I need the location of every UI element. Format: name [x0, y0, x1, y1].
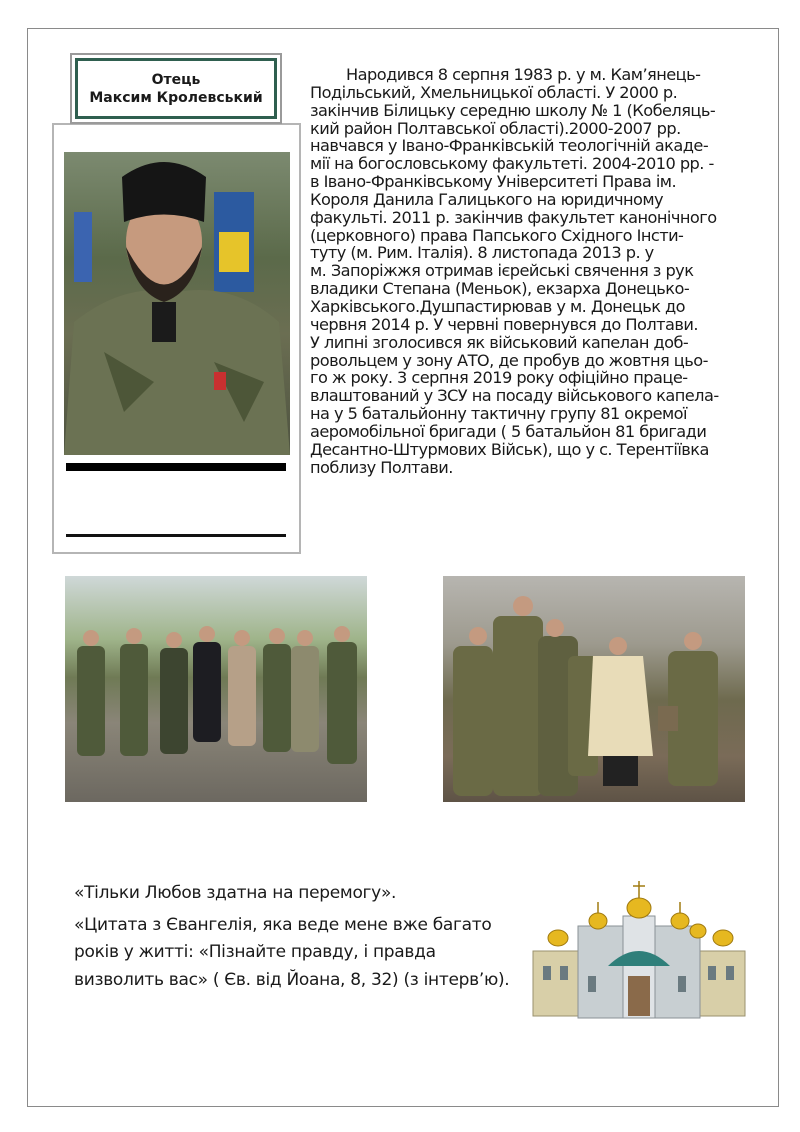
quote-line: років у житті: «Пізнайте правду, і правда: [74, 942, 436, 962]
biography-line: аеромобільної бригади ( 5 батальйон 81 бригади: [310, 421, 707, 441]
portrait-photo: [64, 152, 290, 455]
biography-line: го ж року. 3 серпня 2019 року офіційно праце-: [310, 368, 688, 388]
biography-line: туту (м. Рим. Італія). 8 листопада 2013 р. у: [310, 243, 654, 263]
biography-line: м. Запоріжжя отримав ієрейські свячення з рук: [310, 261, 694, 281]
biography-line: Короля Данила Галицького на юридичному: [310, 189, 664, 209]
quote-line: визволить вас» ( Єв. від Йоана, 8, 32) (з інтерв’ю).: [74, 969, 510, 990]
biography-line: факульті. 2011 р. закінчив факультет канонічного: [310, 207, 717, 227]
biography-line: Десантно-Штурмових Військ), що у с. Терентіївка: [310, 439, 709, 459]
biography-line: У липні зголосився як військовий капелан доб-: [310, 332, 689, 352]
quote-line: «Тільки Любов здатна на перемогу».: [74, 883, 397, 903]
title-line-2: Максим Кролевський: [89, 89, 263, 106]
divider-thin: [66, 534, 286, 537]
biography-line: (церковного) права Папського Східного Інсти-: [310, 225, 684, 245]
quote-line: «Цитата з Євангелія, яка веде мене вже багато: [74, 914, 492, 935]
biography-line: мії на богословському факультеті. 2004-2010 рр. -: [310, 154, 714, 174]
biography-line: кий район Полтавської області).2000-2007 рр.: [310, 118, 681, 138]
divider-thick: [66, 463, 286, 471]
biography-line: закінчив Білицьку середню школу № 1 (Кобеляць-: [310, 100, 716, 120]
quote-text: [74, 880, 509, 994]
title-line-1: Отець: [151, 71, 201, 88]
biography-line: червня 2014 р. У червні повернувся до Полтави.: [310, 314, 698, 334]
biography-line: навчався у Івано-Франківській теологічній акаде-: [310, 136, 709, 156]
biography-line: поблизу Полтави.: [310, 457, 453, 477]
biography-line: в Івано-Франківському Університеті Права ім.: [310, 172, 677, 192]
cathedral-illustration: [528, 876, 750, 1021]
blessing-ceremony-photo: [443, 576, 745, 802]
biography-line: владики Степана (Меньок), екзарха Донецько-: [310, 279, 690, 299]
biography-line: ровольцем у зону АТО, де пробув до жовтня цьо-: [310, 350, 708, 370]
group-photo-soldiers: [65, 576, 367, 802]
biography-line: влаштований у ЗСУ на посаду військового капела-: [310, 386, 719, 406]
biography-line: на у 5 батальйонну тактичну групу 81 окремої: [310, 404, 687, 424]
biography-line: Народився 8 серпня 1983 р. у м. Кам’янець-: [346, 65, 701, 84]
biography-text: [310, 66, 780, 476]
biography-line: Харківського.Душпастирював у м. Донецьк до: [310, 296, 686, 316]
name-plate: [70, 53, 282, 124]
biography-line: Подільський, Хмельницької області. У 2000 р.: [310, 82, 678, 102]
